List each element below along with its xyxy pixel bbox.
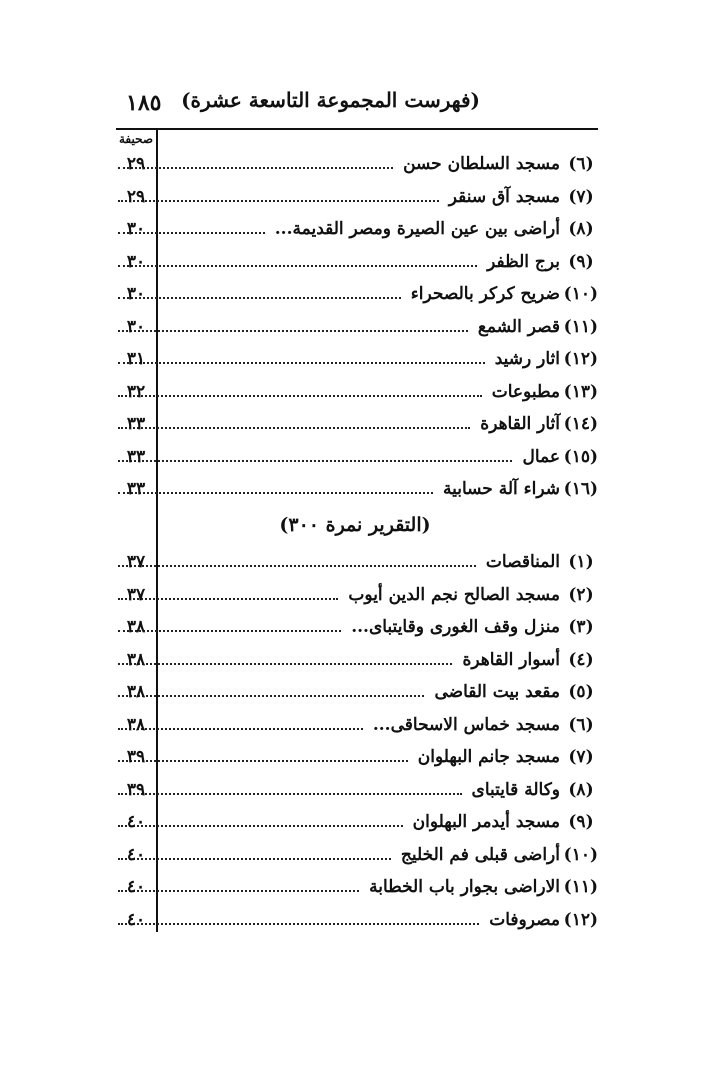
entry-title: مسجد جانم البهلوان xyxy=(417,747,560,768)
entry-number: (٥) xyxy=(568,682,594,703)
entry-title: المناقصات xyxy=(485,552,560,573)
running-head: (فهرست المجموعة التاسعة عشرة) xyxy=(181,88,480,112)
entry-page: ٣٣ xyxy=(126,479,146,500)
toc-entry xyxy=(116,408,598,441)
entry-page: ٣١ xyxy=(126,349,146,370)
entry-number: (١٦) xyxy=(563,479,598,500)
toc-entry xyxy=(116,473,598,506)
dot-leader xyxy=(118,362,485,364)
entry-number: (١٤) xyxy=(563,414,598,435)
entry-page: ٢٩ xyxy=(126,154,146,175)
entry-number: (٧) xyxy=(568,747,594,768)
entry-title: أسوار القاهرة xyxy=(462,649,560,670)
entry-page: ٤٠ xyxy=(126,844,146,865)
entry-page: ٤٠ xyxy=(126,909,146,930)
dot-leader xyxy=(118,825,403,827)
entry-title: مسجد آق سنقر xyxy=(448,186,560,207)
dot-leader xyxy=(118,760,408,762)
section-heading: (التقرير نمرة ٣٠٠) xyxy=(279,514,431,536)
entry-number: (٩) xyxy=(568,251,594,272)
entry-title: مسجد خماس الاسحاقى... xyxy=(372,714,560,735)
entry-page: ٣٨ xyxy=(126,682,146,703)
entry-title: مسجد السلطان حسن xyxy=(403,154,560,175)
entry-number: (٣) xyxy=(568,617,594,638)
entry-number: (١١) xyxy=(563,316,598,337)
toc-entry xyxy=(116,644,598,677)
entry-page: ٣٩ xyxy=(126,747,146,768)
entry-title: اثار رشيد xyxy=(494,349,560,370)
page-column-label: صحيفة xyxy=(118,132,154,146)
entry-number: (١) xyxy=(568,552,594,573)
dot-leader xyxy=(118,395,482,397)
toc-entry xyxy=(116,709,598,742)
entry-title: وكالة قايتباى xyxy=(471,779,560,800)
entry-number: (٩) xyxy=(568,812,594,833)
contents-list-2 xyxy=(116,546,598,936)
entry-number: (٦) xyxy=(568,714,594,735)
entry-number: (٨) xyxy=(568,779,594,800)
toc-entry xyxy=(116,376,598,409)
entry-page: ٢٩ xyxy=(126,186,146,207)
dot-leader xyxy=(118,297,401,299)
entry-title: برج الظفر xyxy=(487,251,560,272)
dot-leader xyxy=(118,695,424,697)
entry-page: ٣٨ xyxy=(126,649,146,670)
toc-entry xyxy=(116,181,598,214)
toc-entry xyxy=(116,148,598,181)
entry-page: ٣٢ xyxy=(126,381,146,402)
entry-number: (١٠) xyxy=(563,844,598,865)
dot-leader xyxy=(118,858,391,860)
entry-page: ٣٠ xyxy=(126,284,146,305)
entry-title: مسجد أيدمر البهلوان xyxy=(412,812,560,833)
toc-entry xyxy=(116,611,598,644)
entry-page: ٣٣ xyxy=(126,446,146,467)
entry-title: مسجد الصالح نجم الدين أيوب xyxy=(348,584,560,605)
entry-number: (٤) xyxy=(568,649,594,670)
entry-page: ٣٩ xyxy=(126,779,146,800)
entry-page: ٣٣ xyxy=(126,414,146,435)
entry-title: مصروفات xyxy=(489,909,560,930)
entry-number: (١٢) xyxy=(563,349,598,370)
entry-page: ٣٧ xyxy=(126,552,146,573)
entry-title: ضريح كركر بالصحراء xyxy=(410,284,560,305)
dot-leader xyxy=(118,200,439,202)
dot-leader xyxy=(118,427,470,429)
entry-title: قصر الشمع xyxy=(477,316,560,337)
entry-page: ٣٧ xyxy=(126,584,146,605)
toc-entry xyxy=(116,839,598,872)
entry-number: (٢) xyxy=(568,584,594,605)
entry-title: آثار القاهرة xyxy=(480,414,560,435)
toc-entry xyxy=(116,904,598,937)
entry-title: أراضى بين عين الصيرة ومصر القديمة... xyxy=(274,219,560,240)
dot-leader xyxy=(118,492,433,494)
toc-entry xyxy=(116,311,598,344)
toc-entry xyxy=(116,676,598,709)
toc-entry xyxy=(116,343,598,376)
entry-number: (١١) xyxy=(563,877,598,898)
page-number: ١٨٥ xyxy=(126,90,162,116)
toc-entry xyxy=(116,774,598,807)
entry-number: (٦) xyxy=(568,154,594,175)
toc-entry xyxy=(116,213,598,246)
toc-entry xyxy=(116,871,598,904)
entry-number: (٧) xyxy=(568,186,594,207)
entry-title: عمال xyxy=(522,446,560,467)
dot-leader xyxy=(118,460,512,462)
header-rule xyxy=(116,128,598,130)
entry-page: ٣٨ xyxy=(126,714,146,735)
toc-entry xyxy=(116,806,598,839)
dot-leader xyxy=(118,265,477,267)
dot-leader xyxy=(118,330,468,332)
toc-entry xyxy=(116,278,598,311)
entry-title: مطبوعات xyxy=(491,381,560,402)
toc-entry xyxy=(116,579,598,612)
dot-leader xyxy=(118,565,476,567)
dot-leader xyxy=(118,793,462,795)
toc-entry xyxy=(116,741,598,774)
entry-number: (١٥) xyxy=(563,446,598,467)
entry-page: ٣٠ xyxy=(126,219,146,240)
toc-entry xyxy=(116,546,598,579)
entry-page: ٣٠ xyxy=(126,251,146,272)
entry-number: (١٣) xyxy=(563,381,598,402)
entry-title: الاراضى بجوار باب الخطابة xyxy=(369,877,560,898)
entry-page: ٤٠ xyxy=(126,812,146,833)
entry-title: مقعد بيت القاضى xyxy=(434,682,560,703)
dot-leader xyxy=(118,167,393,169)
entry-page: ٣٨ xyxy=(126,617,146,638)
entry-number: (١٢) xyxy=(563,909,598,930)
entry-title: أراضى قبلى فم الخليج xyxy=(400,844,560,865)
toc-entry xyxy=(116,246,598,279)
entry-page: ٣٠ xyxy=(126,316,146,337)
dot-leader xyxy=(118,663,452,665)
entry-number: (٨) xyxy=(568,219,594,240)
entry-title: شراء آلة حسابية xyxy=(442,479,560,500)
entry-title: منزل وقف الغورى وقايتباى... xyxy=(351,617,560,638)
dot-leader xyxy=(118,923,479,925)
toc-entry xyxy=(116,441,598,474)
entry-page: ٤٠ xyxy=(126,877,146,898)
entry-number: (١٠) xyxy=(563,284,598,305)
contents-list-1 xyxy=(116,148,598,506)
